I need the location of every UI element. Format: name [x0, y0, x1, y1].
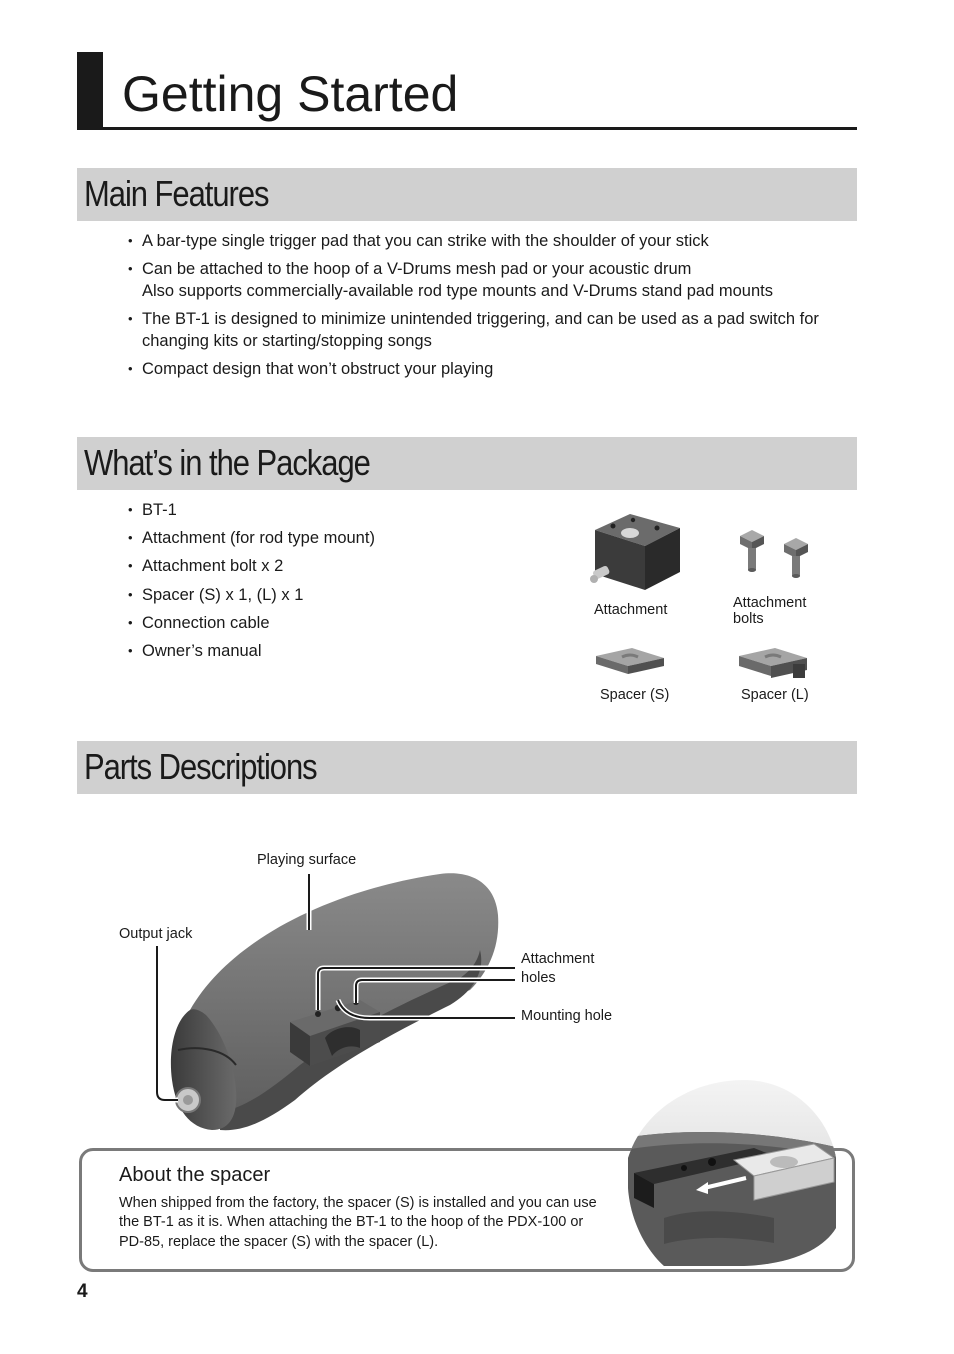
attachment-caption: Attachment	[594, 602, 668, 618]
package-list	[128, 499, 508, 668]
package-item: • BT-1	[128, 499, 508, 521]
attachment-holes-label-line1: Attachment	[521, 951, 595, 967]
package-item: • Owner’s manual	[128, 640, 508, 662]
main-features-heading: Main Features	[84, 173, 269, 214]
attachment-bolts-illustration	[738, 528, 812, 584]
feature-line: • Compact design that won’t obstruct your playing	[142, 360, 494, 378]
feature-line: Also supports commercially-available rod type mounts and V-Drums stand pad mounts	[142, 282, 773, 300]
package-item: • Connection cable	[128, 612, 508, 634]
about-spacer-body	[119, 1194, 619, 1252]
spacer-s-caption: Spacer (S)	[600, 687, 670, 703]
package-item: • Attachment bolt x 2	[128, 555, 508, 577]
output-jack-label: Output jack	[119, 926, 193, 942]
about-spacer-line: When shipped from the factory, the spacer (S) is installed and you can use	[119, 1195, 597, 1211]
page-number: 4	[77, 1281, 88, 1302]
feature-item	[128, 230, 848, 252]
title-accent-bar	[77, 52, 103, 129]
feature-item	[128, 358, 848, 380]
package-heading: What’s in the Package	[84, 442, 370, 483]
feature-line: changing kits or starting/stopping songs	[142, 332, 432, 350]
playing-surface-label: Playing surface	[257, 852, 357, 868]
page-title: Getting Started	[122, 66, 459, 122]
about-spacer-line: the BT-1 as it is. When attaching the BT-1 to the hoop of the PDX-100 or	[119, 1214, 584, 1231]
attachment-illustration	[585, 508, 685, 596]
features-list	[128, 230, 848, 386]
attachment-bolts-caption-line1: Attachment	[733, 595, 807, 611]
attachment-bolts-caption-line2: bolts	[733, 611, 764, 627]
callout-lines	[0, 860, 520, 1110]
feature-line: • The BT-1 is designed to minimize unintended triggering, and can be used as a pad switch for	[142, 310, 819, 328]
parts-heading: Parts Descriptions	[84, 746, 317, 787]
title-rule	[77, 127, 857, 130]
about-spacer-line: PD-85, replace the spacer (S) with the spacer (L).	[119, 1233, 439, 1250]
spacer-s-illustration	[592, 646, 668, 682]
feature-item	[128, 258, 848, 302]
parts-header	[77, 741, 857, 794]
feature-line: • Can be attached to the hoop of a V-Drums mesh pad or your acoustic drum	[142, 260, 692, 278]
spacer-l-caption: Spacer (L)	[741, 687, 809, 703]
attachment-holes-label-line2: holes	[521, 970, 556, 986]
feature-item	[128, 308, 848, 352]
spacer-detail-illustration	[624, 1078, 840, 1268]
about-spacer-title: About the spacer	[119, 1164, 271, 1186]
package-item: • Spacer (S) x 1, (L) x 1	[128, 584, 508, 606]
package-header	[77, 437, 857, 490]
feature-line: • A bar-type single trigger pad that you can strike with the shoulder of your stick	[142, 232, 709, 250]
main-features-header	[77, 168, 857, 221]
spacer-l-illustration	[735, 646, 811, 686]
mounting-hole-label: Mounting hole	[521, 1008, 613, 1024]
package-item: • Attachment (for rod type mount)	[128, 527, 508, 549]
